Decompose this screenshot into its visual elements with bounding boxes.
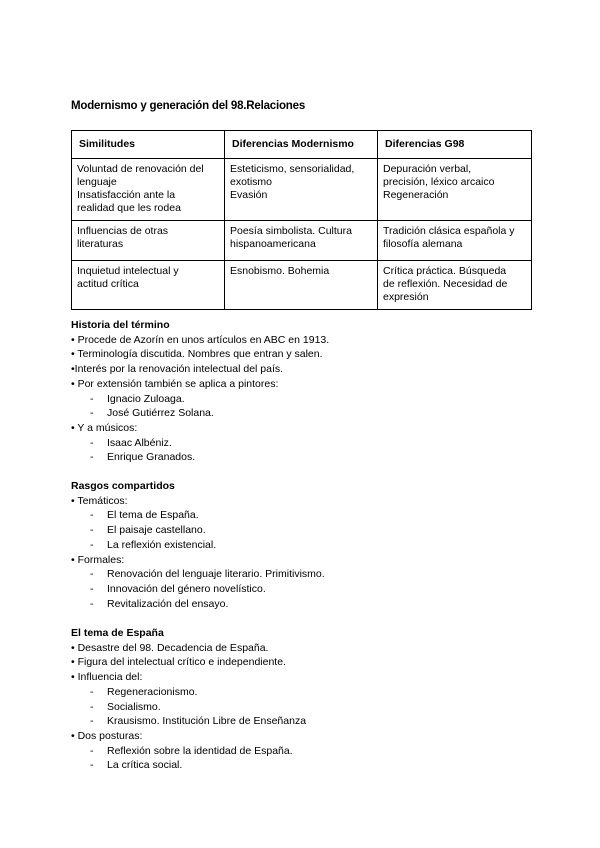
header-diferencias-g98: Diferencias G98 bbox=[378, 131, 532, 159]
header-diferencias-modernismo: Diferencias Modernismo bbox=[225, 131, 378, 159]
table-row bbox=[72, 261, 532, 310]
cell-line: Tradición clásica española y bbox=[383, 225, 515, 237]
cell-line: Poesía simbolista. Cultura bbox=[230, 225, 352, 237]
table-row bbox=[72, 159, 532, 221]
dash-marker: - bbox=[90, 509, 94, 522]
table-row bbox=[72, 221, 532, 261]
table-header-row bbox=[72, 131, 532, 159]
dash-marker: - bbox=[90, 597, 94, 610]
dash-marker: - bbox=[90, 524, 94, 537]
sub-item bbox=[71, 758, 306, 773]
dash-marker: - bbox=[90, 407, 94, 420]
dash-marker: - bbox=[90, 759, 94, 772]
dash-marker: - bbox=[90, 436, 94, 449]
header-similitudes: Similitudes bbox=[72, 131, 225, 159]
cell-line: Esteticismo, sensorialidad, bbox=[230, 163, 355, 175]
bullet-item: • Y a músicos: bbox=[71, 421, 138, 434]
cell-line: Voluntad de renovación del bbox=[77, 163, 204, 175]
section-espana bbox=[71, 626, 306, 773]
cell-line: lenguaje bbox=[77, 176, 117, 188]
cell-line: Evasión bbox=[230, 189, 268, 201]
bullet-item: • Temáticos: bbox=[71, 494, 128, 507]
table-cell bbox=[72, 261, 225, 310]
sub-item-text: Renovación del lenguaje literario. Primitivismo. bbox=[107, 568, 325, 581]
cell-line: Esnobismo. Bohemia bbox=[230, 265, 330, 277]
cell-line: literaturas bbox=[77, 238, 124, 250]
dash-marker: - bbox=[90, 392, 94, 405]
cell-line: Crítica práctica. Búsqueda bbox=[383, 265, 507, 277]
dash-marker: - bbox=[90, 451, 94, 464]
bullet-item: • Terminología discutida. Nombres que entran y salen. bbox=[71, 348, 323, 361]
sub-item bbox=[71, 744, 306, 759]
bullet-item: • Procede de Azorín en unos artículos en ABC en 1913. bbox=[71, 333, 330, 346]
table-cell bbox=[378, 159, 532, 221]
sub-item bbox=[71, 714, 306, 729]
cell-line: realidad que les rodea bbox=[77, 202, 181, 214]
sub-item-text: Enrique Granados. bbox=[107, 451, 196, 464]
sub-item-text: La crítica social. bbox=[107, 759, 183, 772]
sub-item bbox=[71, 392, 329, 407]
bullet-item: • Formales: bbox=[71, 553, 125, 566]
table-cell bbox=[225, 261, 378, 310]
dash-marker: - bbox=[90, 744, 94, 757]
sub-item-text: Isaac Albéniz. bbox=[107, 436, 172, 449]
section-rasgos bbox=[71, 479, 325, 611]
cell-line: Inquietud intelectual y bbox=[77, 265, 179, 277]
bullet-item: • Por extensión también se aplica a pintores: bbox=[71, 377, 279, 390]
cell-line: Depuración verbal, bbox=[383, 163, 472, 175]
cell-line: de reflexión. Necesidad de bbox=[383, 278, 508, 290]
sub-item-text: Reflexión sobre la identidad de España. bbox=[107, 744, 293, 757]
dash-marker: - bbox=[90, 715, 94, 728]
bullet-item: • Influencia del: bbox=[71, 671, 143, 684]
relations-table bbox=[71, 130, 532, 310]
section-heading: El tema de España bbox=[71, 627, 164, 639]
table-cell bbox=[225, 221, 378, 261]
table-cell bbox=[72, 159, 225, 221]
bullet-item: • Figura del intelectual crítico e independiente. bbox=[71, 656, 286, 669]
table-cell bbox=[378, 221, 532, 261]
cell-line: actitud crítica bbox=[77, 278, 139, 290]
sub-item-text: Krausismo. Institución Libre de Enseñanza bbox=[107, 715, 307, 728]
bullet-item: • Dos posturas: bbox=[71, 729, 143, 742]
cell-line: Insatisfacción ante la bbox=[77, 189, 176, 201]
dash-marker: - bbox=[90, 700, 94, 713]
section-heading: Historia del término bbox=[71, 319, 170, 331]
sub-item bbox=[71, 450, 329, 465]
sub-item-text: Socialismo. bbox=[107, 700, 161, 713]
sub-item bbox=[71, 523, 325, 538]
sub-item-text: El paisaje castellano. bbox=[107, 524, 206, 537]
sub-item-text: El tema de España. bbox=[107, 509, 199, 522]
sub-item bbox=[71, 700, 306, 715]
cell-line: filosofía alemana bbox=[383, 238, 463, 250]
dash-marker: - bbox=[90, 685, 94, 698]
dash-marker: - bbox=[90, 568, 94, 581]
cell-line: precisión, léxico arcaico bbox=[383, 176, 495, 188]
table-cell bbox=[378, 261, 532, 310]
sub-item bbox=[71, 508, 325, 523]
sub-item-text: Revitalización del ensayo. bbox=[107, 597, 229, 610]
sub-item bbox=[71, 406, 329, 421]
sub-item bbox=[71, 685, 306, 700]
cell-line: Influencias de otras bbox=[77, 225, 169, 237]
cell-line: expresión bbox=[383, 291, 429, 303]
table-cell bbox=[72, 221, 225, 261]
sub-item bbox=[71, 567, 325, 582]
sub-item-text: José Gutiérrez Solana. bbox=[107, 407, 214, 420]
sub-item bbox=[71, 436, 329, 451]
sub-item-text: Ignacio Zuloaga. bbox=[107, 392, 185, 405]
bullet-item: •Interés por la renovación intelectual del país. bbox=[71, 363, 284, 376]
sub-item-text: La reflexión existencial. bbox=[107, 538, 217, 551]
dash-marker: - bbox=[90, 582, 94, 595]
sub-item-text: Innovación del género novelístico. bbox=[107, 582, 266, 595]
sub-item-text: Regeneracionismo. bbox=[107, 685, 198, 698]
cell-line: exotismo bbox=[230, 176, 273, 188]
section-historia bbox=[71, 318, 329, 465]
page-title: Modernismo y generación del 98.Relaciones bbox=[71, 100, 306, 112]
cell-line: Regeneración bbox=[383, 189, 449, 201]
bullet-item: • Desastre del 98. Decadencia de España. bbox=[71, 641, 269, 654]
dash-marker: - bbox=[90, 538, 94, 551]
table-cell bbox=[225, 159, 378, 221]
cell-line: hispanoamericana bbox=[230, 238, 316, 250]
sub-item bbox=[71, 597, 325, 612]
sub-item bbox=[71, 582, 325, 597]
sub-item bbox=[71, 538, 325, 553]
section-heading: Rasgos compartidos bbox=[71, 480, 175, 492]
